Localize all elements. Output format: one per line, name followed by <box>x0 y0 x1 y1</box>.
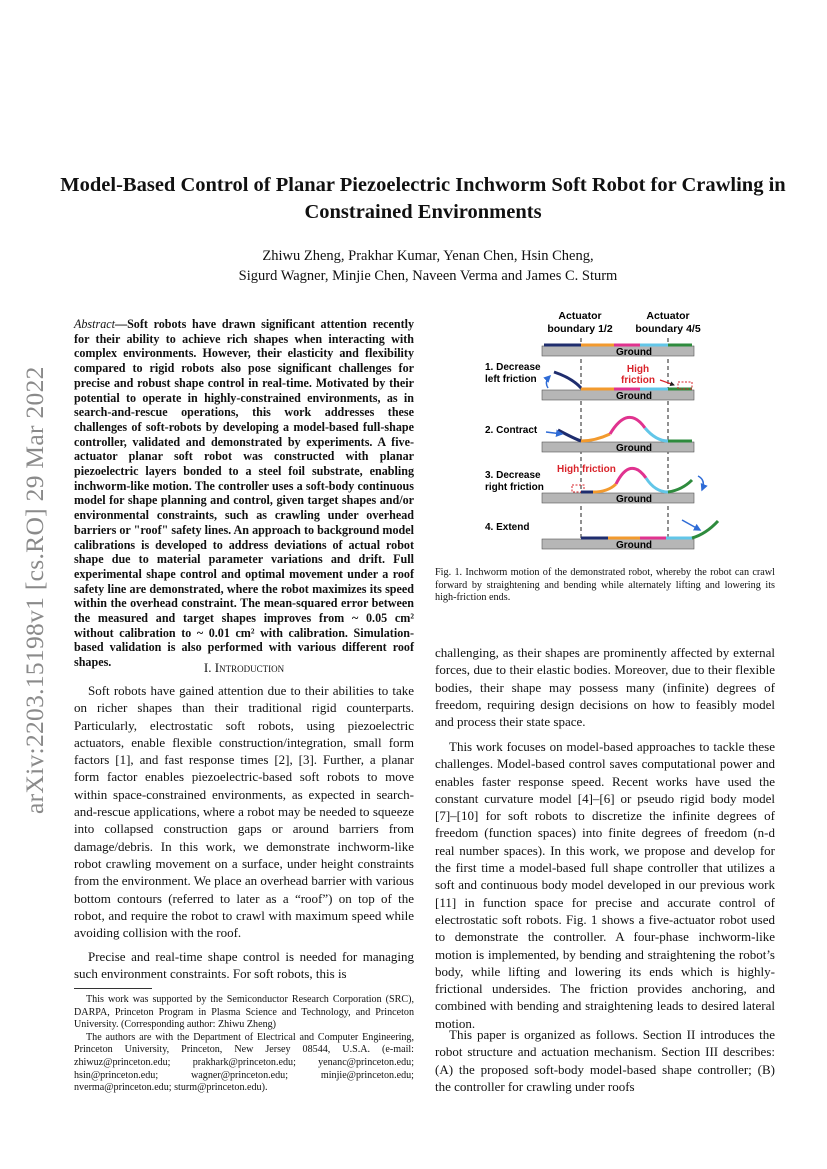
step-4-label: 4. Extend <box>485 522 530 533</box>
section-heading-introduction: I. Introduction <box>203 660 285 675</box>
intro-paragraph-2-text: Precise and real-time shape control is needed for managing such environment constraints. For soft robots, this is <box>74 949 414 982</box>
intro-paragraph-1-text: Soft robots have gained attention due to their abilities to take on richer shapes than their traditional rigid counterparts. Particularly, electrostatic soft robots, using piezoelectric actuators, enable flexible construction/integration, small form factors [1], and fast response times [2], [3]. Further, a planar form factor enables piezoelectric-based soft robots to move within space-constrained environments, as expected in search-and-rescue applications, where a robot may be needed to squeeze into collapsed construction gaps or around barriers from damage/debris. In this work, we demonstrate inchworm-like robot crawling movement on a surface, under height constraints from the environment. We place an overhead barrier with various bottom contours (referred to later as a “roof”) on top of the robot, and require the robot to crawl with maximum speed while avoiding collision with the roof. <box>74 683 414 941</box>
stage-4-extend <box>485 520 718 551</box>
authors-line-2: Sigurd Wagner, Minjie Chen, Naveen Verma and James C. Sturm <box>238 268 618 284</box>
high-friction-label-line-2: friction <box>621 375 655 386</box>
paper-title: Model-Based Control of Planar Piezoelectric Inchworm Soft Robot for Crawling in Constrained Environments <box>60 174 786 223</box>
robot-segment-4 <box>646 478 668 492</box>
robot-segment-1 <box>558 430 581 441</box>
step-3-label-line-2: right friction <box>485 482 544 493</box>
stage-0-flat <box>542 345 694 358</box>
arxiv-side-stamp: arXiv:2203.15198v1 [cs.RO] 29 Mar 2022 <box>20 366 49 814</box>
stage-3-decrease-right-friction <box>485 464 703 505</box>
abstract-label: Abstract <box>74 317 115 331</box>
robot-segment-3-arched <box>610 417 645 434</box>
robot-segment-3-arched <box>616 468 646 484</box>
step-2-label: 2. Contract <box>485 425 538 436</box>
step-3-label-line-1: 3. Decrease <box>485 470 541 481</box>
intro-paragraph-1 <box>74 682 414 941</box>
right-paragraph-model-based <box>435 738 775 1032</box>
footnote-affiliation: The authors are with the Department of Electrical and Computer Engineering, Princeton University, Princeton, New Jersey 08544, U.S.A. (e-mail: zhiwuz@princeton.edu; prakhark@princeton.edu; yenanc@princeton.edu; hsin@princeton.edu; wagner@princeton.edu; minjie@princeton.edu; nverma@princeton.edu; sturm@princeton.edu). <box>74 1031 414 1094</box>
lift-arrow-icon <box>698 476 703 490</box>
right-paragraph-organization <box>435 1026 775 1095</box>
high-friction-arrow-icon <box>660 380 674 385</box>
high-friction-label-line-1: High <box>626 364 650 375</box>
step-1-label-line-1: 1. Decrease <box>485 362 541 373</box>
footnote-funding: This work was supported by the Semiconductor Research Corporation (SRC), DARPA, Princeton Program in Plasma Science and Technology, and Princeton University. (Corresponding author: Zhiwu Zheng) <box>74 994 414 1031</box>
footnotes <box>74 994 414 1095</box>
abstract <box>74 317 414 670</box>
author-list <box>150 246 706 286</box>
abstract-text: —Soft robots have drawn significant attention recently for their ability to achieve rich shapes when interacting with complex environments. However, their elasticity and flexibility compared to rigid robots also pose significant challenges for precise and robust shape control in real-time. Motivated by their potential to operate in highly-constrained environments, as in search-and-rescue operations, this work addresses these challenges of soft-robots by developing a model-based full-shape controller, validated and demonstrated by experiments. A five-actuator planar soft robot was constructed with planar piezoelectric layers bonded to a steel foil substrate, enabling inchworm-like motion. The controller uses a soft-body continuous model for shape planning and control, given target shapes and/or environmental constraints, such as crawling under overhead barriers or "roof" safety lines. An approach to background model calibrations is developed to address deviations of actual robot shape due to material parameter variations and drift. Full experimental shape control and optimal movement under a roof safety line are demonstrated, where the robot maximizes its speed within the overhead constraint. The mean-squared error between the measured and target shapes improves from ~ 0.05 cm² without calibration to ~ 0.01 cm² with calibration. Simulation-based validation is also performed with various different roof shapes. <box>74 317 414 670</box>
actuator-left-label-2: boundary 1/2 <box>547 323 613 335</box>
intro-paragraph-2 <box>74 948 414 983</box>
robot-segment-5-lifted <box>668 480 692 492</box>
figure-1-caption: Fig. 1. Inchworm motion of the demonstrated robot, whereby the robot can crawl forward by straightening and bending while alternately lifting and lowering its high-friction ends. <box>435 567 775 604</box>
robot-segment-4 <box>645 428 668 441</box>
robot-segment-5-lifted <box>692 521 718 538</box>
robot-segment-1-lifted <box>554 372 581 388</box>
ground-label: Ground <box>615 347 653 358</box>
right-paragraph-continued <box>435 644 775 730</box>
ground-label: Ground <box>615 540 653 551</box>
stage-1-decrease-left-friction <box>485 362 694 402</box>
right-paragraph-model-based-text: This work focuses on model-based approaches to tackle these challenges. Model-based control saves computational power and enables faster response speed. Recent works have used the constant curvature model [4]–[6] or pseudo rigid body model [7]–[10] for soft robots to discretize the infinite degrees of freedom (function spaces) into finite degrees of freedom (n-d real number spaces). In this work, we propose and develop for the first time a model-based full shape controller that utilizes a soft and continuous body model developed in our previous work [11] in function space for precise and accurate control of electrostatic soft robots. Fig. 1 shows a five-actuator robot used to demonstrate the controller. A four-phase inchworm-like motion is implemented, by bending and straightening the robot’s body, while lifting and lowering its ends which is highly-frictional undersides. The friction provides anchoring, and combined with bending and straightening leads to desired lateral motion. <box>435 739 775 1031</box>
authors-line-1: Zhiwu Zheng, Prakhar Kumar, Yenan Chen, Hsin Cheng, <box>262 248 594 264</box>
actuator-left-label-1: Actuator <box>558 310 602 322</box>
actuator-right-label-2: boundary 4/5 <box>635 323 701 335</box>
robot-segment-2 <box>581 434 610 441</box>
ground-label: Ground <box>615 391 653 402</box>
lift-arrow-icon <box>546 376 550 388</box>
footnote-rule <box>74 988 152 989</box>
ground-label: Ground <box>615 443 653 454</box>
robot-segment-2 <box>593 484 616 492</box>
high-friction-label: High friction <box>557 464 616 475</box>
actuator-right-label-1: Actuator <box>646 310 690 322</box>
figure-1-inchworm-diagram <box>480 308 780 558</box>
step-1-label-line-2: left friction <box>485 374 537 385</box>
ground-label: Ground <box>615 494 653 505</box>
right-paragraph-continued-text: challenging, as their shapes are prominently affected by external forces, due to their elastic bodies. Moreover, due to their flexible bodies, their shape may possess many (infinite) degrees of freedom, requiring design decisions on how to feasibly model and process their state space. <box>435 645 775 730</box>
stage-2-contract <box>485 417 694 454</box>
extend-arrow-icon <box>682 520 700 530</box>
right-paragraph-organization-text: This paper is organized as follows. Section II introduces the robot structure and actuation mechanism. Section III describes: (A) the proposed soft-body model-based shape controller; (B) the controller for crawling under roofs <box>435 1027 775 1094</box>
